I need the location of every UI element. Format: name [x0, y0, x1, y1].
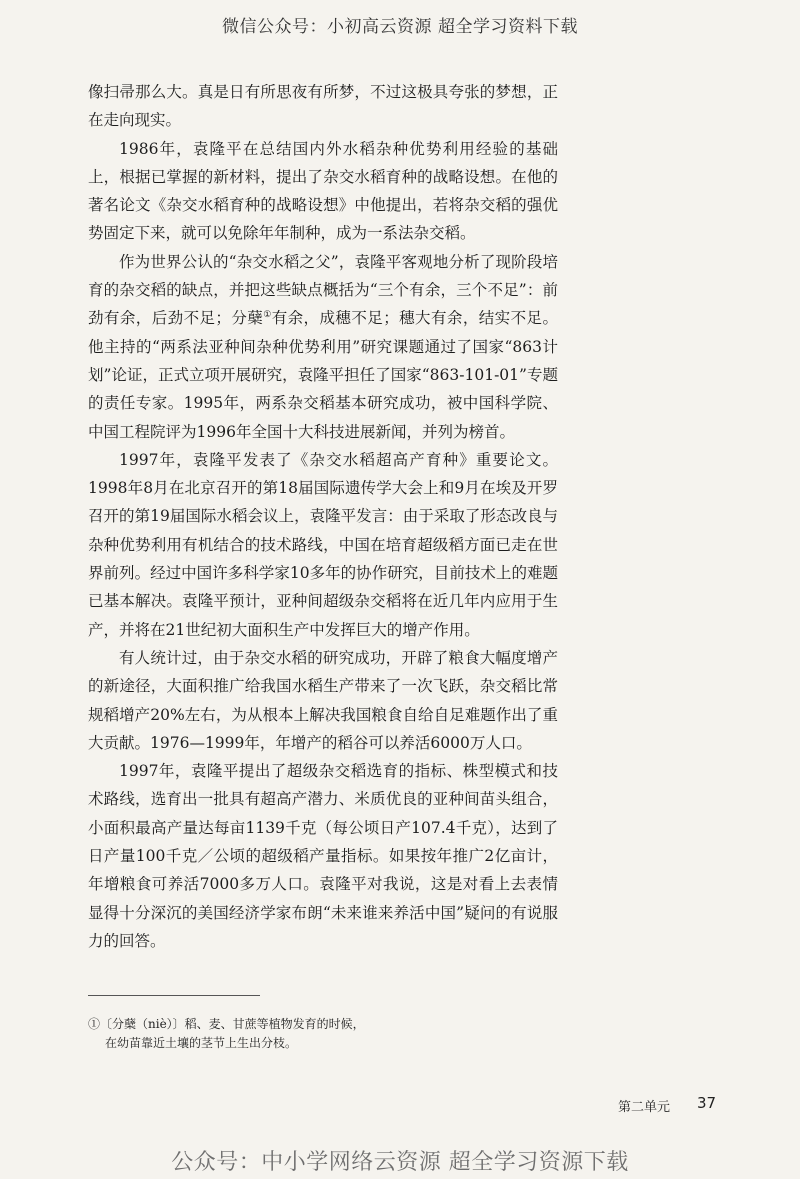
paragraph-5: 有人统计过，由于杂交水稻的研究成功，开辟了粮食大幅度增产的新途径，大面积推广给我国水稻生产带来了一次飞跃，杂交稻比常规稻增产20%左右，为从根本上解决我国粮食自给自足难题作出了重大贡献。1976—1999年，年增产的稻谷可以养活6000万人口。 — [88, 648, 558, 752]
header-banner: 微信公众号：小初高云资源 超全学习资料下载 — [222, 17, 578, 37]
unit-label: 第二单元 — [618, 1100, 671, 1115]
footnote-reference: ① — [263, 310, 272, 321]
paragraph-3 — [88, 248, 558, 446]
footnote-line-2: 在幼苗靠近土壤的茎节上生出分枝。 — [105, 1036, 298, 1050]
page-number: 37 — [697, 1094, 717, 1112]
watermark: 公众号：中小学网络云资源 超全学习资源下载 — [171, 1150, 629, 1175]
footnote-divider — [88, 995, 260, 996]
footnote-line-1: ①〔分蘖（niè）〕稻、麦、甘蔗等植物发育的时候， — [88, 1017, 365, 1031]
footnote — [88, 1015, 558, 1053]
paragraph-3-part-1: 作为世界公认的“杂交水稻之父”，袁隆平客观地分析了现阶段培育的杂交稻的缺点，并把这些缺点概括为“三个有余，三个不足”：前劲有余，后劲不足；分蘖 — [88, 252, 558, 328]
paragraph-2: 1986年，袁隆平在总结国内外水稻杂种优势利用经验的基础上，根据已掌握的新材料，提出了杂交水稻育种的战略设想。在他的著名论文《杂交水稻育种的战略设想》中他提出，若将杂交稻的强优势固定下来，就可以免除年年制种，成为一系法杂交稻。 — [88, 139, 558, 243]
paragraph-1: 像扫帚那么大。真是日有所思夜有所梦，不过这极具夸张的梦想，正在走向现实。 — [88, 83, 558, 130]
paragraph-3-part-2: 有余，成穗不足；穗大有余，结实不足。他主持的“两系法亚种间杂种优势利用”研究课题通过了国家“863计划”论证，正式立项开展研究，袁隆平担任了国家“863-101-01”专题的责任专家。1995年，两系杂交稻基本研究成功，被中国科学院、中国工程院评为1996年全国十大科技进展新闻，并列为榜首。 — [88, 309, 558, 441]
page-body — [88, 78, 558, 955]
paragraph-6: 1997年，袁隆平提出了超级杂交稻选育的指标、株型模式和技术路线，选育出一批具有超高产潜力、米质优良的亚种间苗头组合，小面积最高产量达每亩1139千克（每公顷日产107.4千克），达到了日产量100千克／公顷的超级稻产量指标。如果按年推广2亿亩计，年增粮食可养活7000多万人口。袁隆平对我说，这是对看上去表情显得十分深沉的美国经济学家布朗“未来谁来养活中国”疑问的有说服力的回答。 — [88, 762, 558, 950]
paragraph-4: 1997年，袁隆平发表了《杂交水稻超高产育种》重要论文。1998年8月在北京召开的第18届国际遗传学大会上和9月在埃及开罗召开的第19届国际水稻会议上，袁隆平发言：由于采取了形态改良与杂种优势利用有机结合的技术路线，中国在培育超级稻方面已走在世界前列。经过中国许多科学家10多年的协作研究，目前技术上的难题已基本解决。袁隆平预计，亚种间超级杂交稻将在近几年内应用于生产，并将在21世纪初大面积生产中发挥巨大的增产作用。 — [88, 450, 558, 639]
